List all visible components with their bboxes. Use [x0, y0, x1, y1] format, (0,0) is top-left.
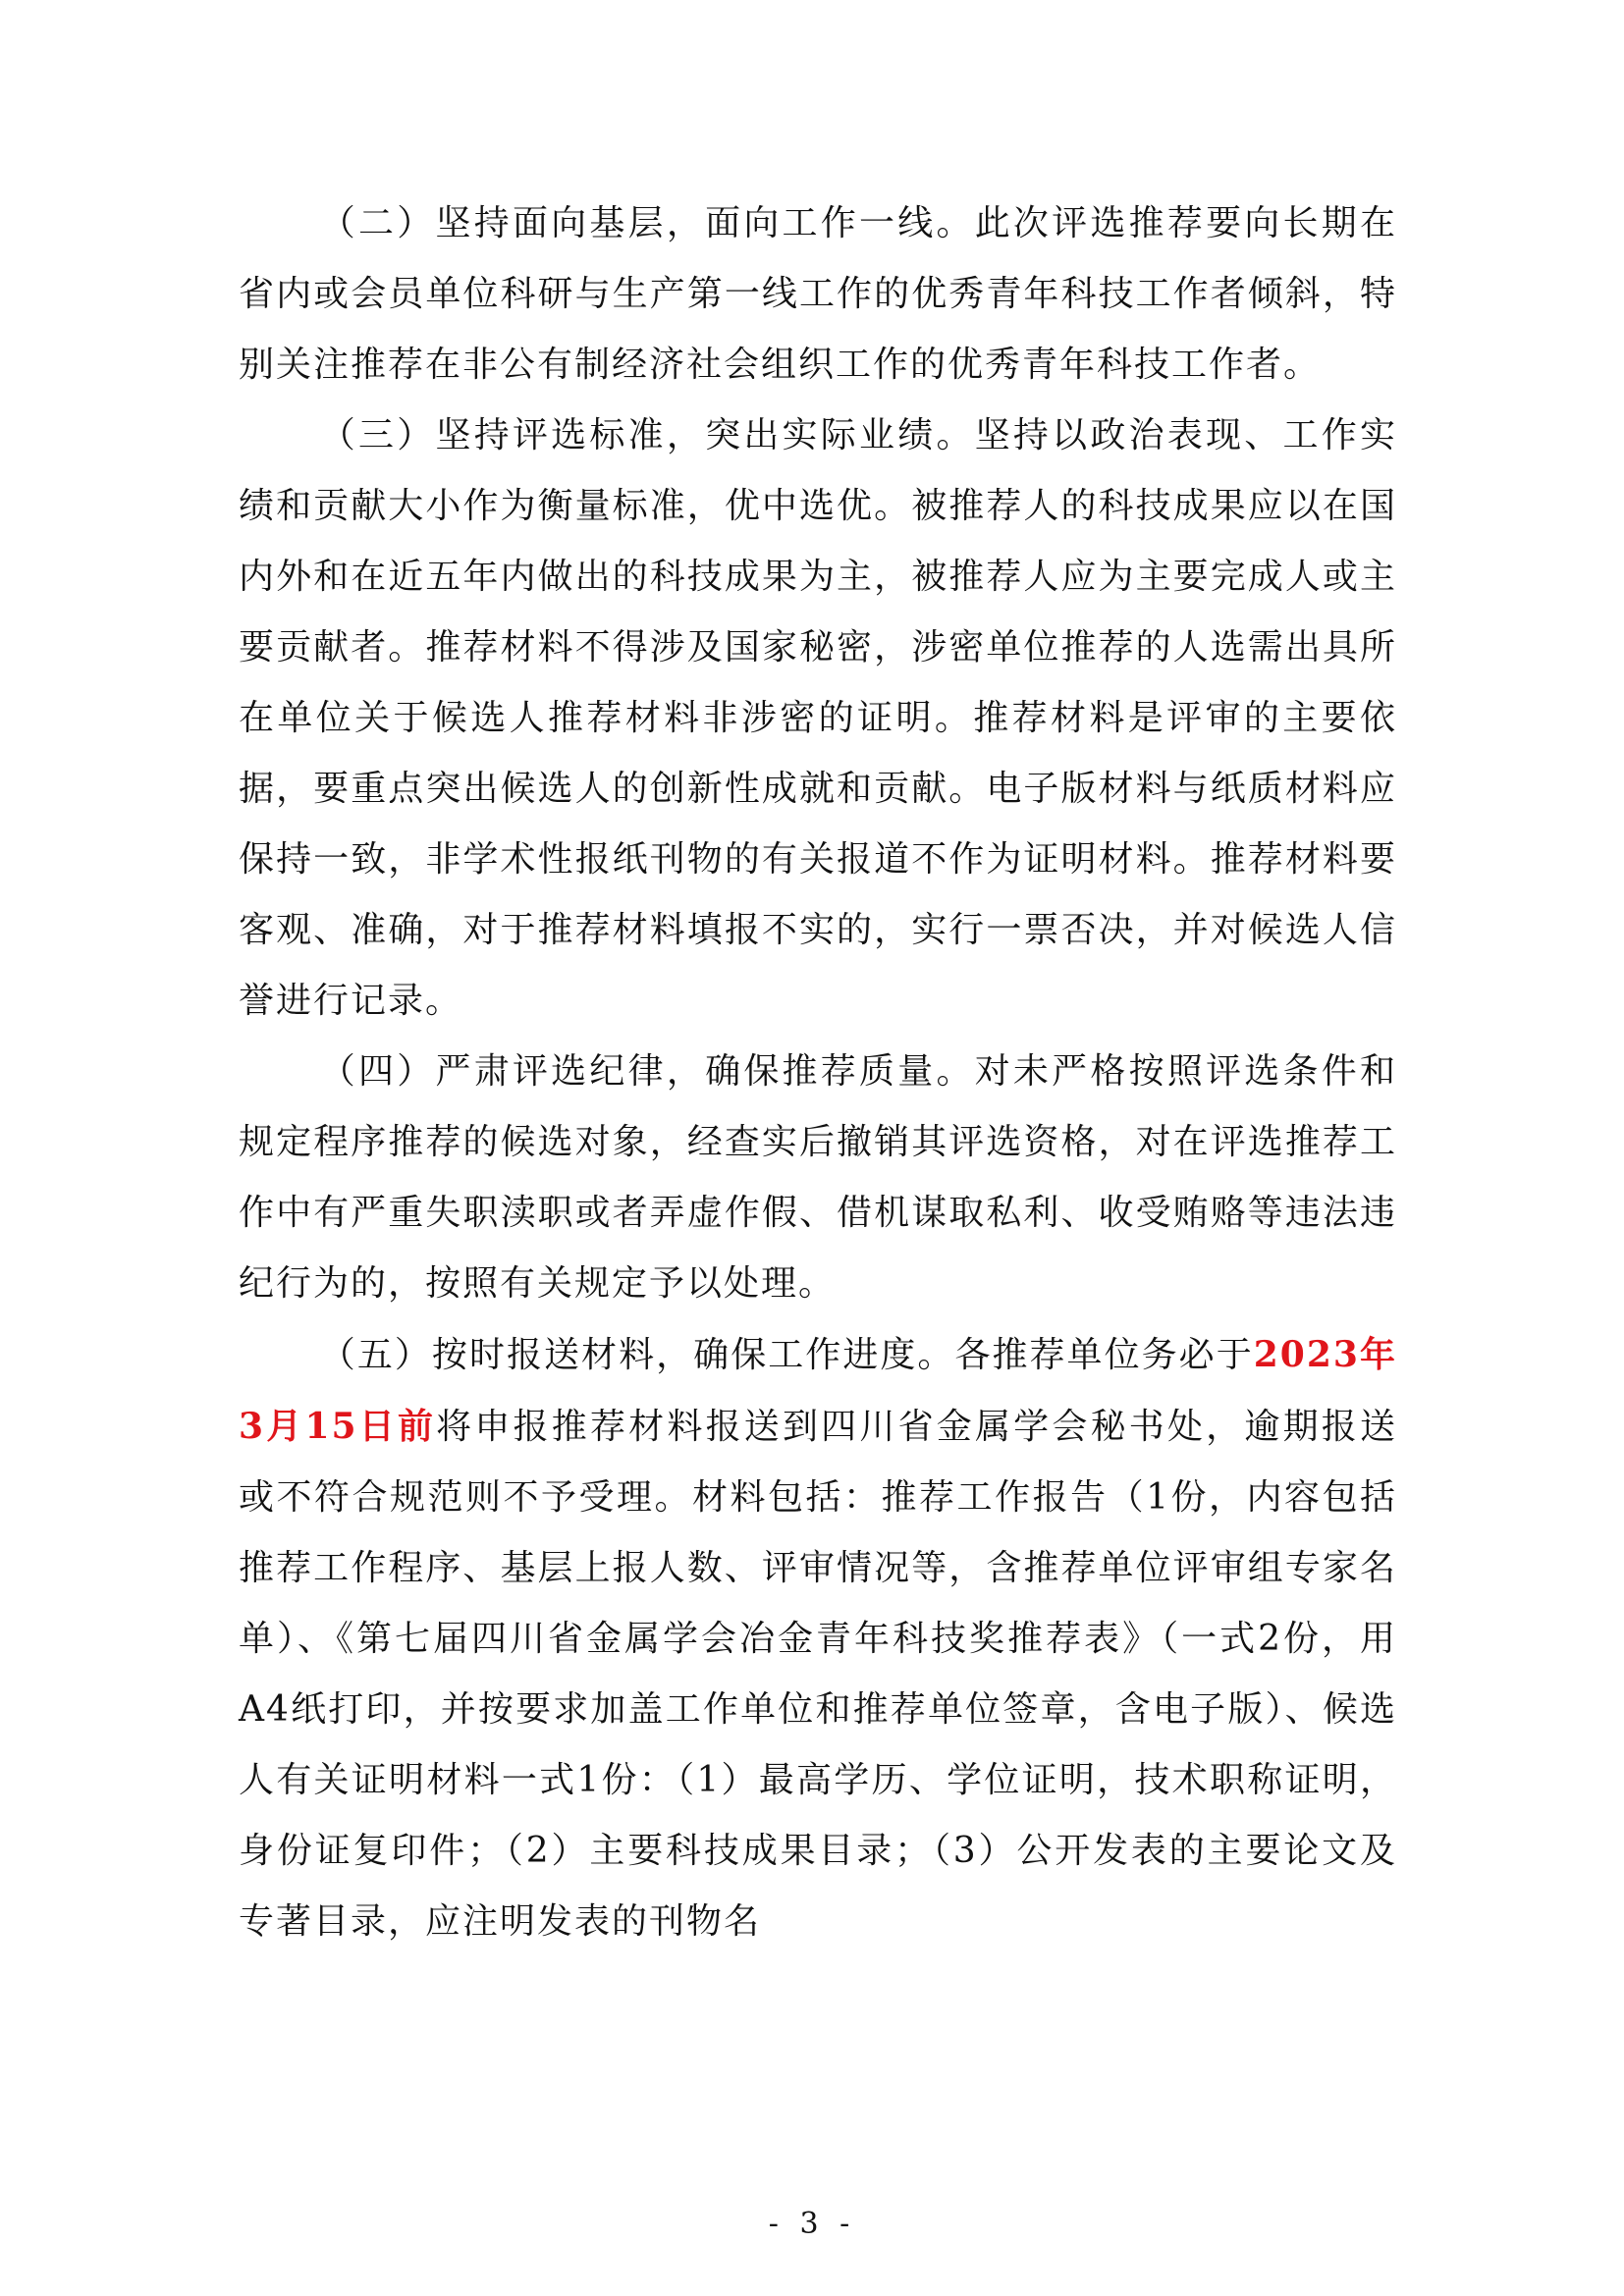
- paragraph-2: （二）坚持面向基层，面向工作一线。此次评选推荐要向长期在省内或会员单位科研与生产第一线工作的优秀青年科技工作者倾斜，特别关注推荐在非公有制经济社会组织工作的优秀青年科技工作者。: [239, 203, 1397, 385]
- document-body: [239, 188, 1397, 1957]
- paragraph-5-lead: （五）按时报送材料，确保工作进度。各推荐单位务必于: [319, 1335, 1254, 1375]
- paragraph-3: （三）坚持评选标准，突出实际业绩。坚持以政治表现、工作实绩和贡献大小作为衡量标准，优中选优。被推荐人的科技成果应以在国内外和在近五年内做出的科技成果为主，被推荐人应为主要完成人或主要贡献者。推荐材料不得涉及国家秘密，涉密单位推荐的人选需出具所在单位关于候选人推荐材料非涉密的证明。推荐材料是评审的主要依据，要重点突出候选人的创新性成就和贡献。电子版材料与纸质材料应保持一致，非学术性报纸刊物的有关报道不作为证明材料。推荐材料要客观、准确，对于推荐材料填报不实的，实行一票否决，并对候选人信誉进行记录。: [239, 415, 1397, 1021]
- paragraph-4: （四）严肃评选纪律，确保推荐质量。对未严格按照评选条件和规定程序推荐的候选对象，经查实后撤销其评选资格，对在评选推荐工作中有严重失职渎职或者弄虚作假、借机谋取私利、收受贿赂等违法违纪行为的，按照有关规定予以处理。: [239, 1051, 1397, 1304]
- page-number: - 3 -: [768, 2207, 856, 2241]
- paragraph-5: [239, 1319, 1397, 1957]
- deadline-highlight: 2023年3月15日前: [239, 1334, 1397, 1447]
- paragraph-5-rest: 将申报推荐材料报送到四川省金属学会秘书处，逾期报送或不符合规范则不予受理。材料包括：推荐工作报告（1份，内容包括推荐工作程序、基层上报人数、评审情况等，含推荐单位评审组专家名单）、《第七届四川省金属学会冶金青年科技奖推荐表》（一式2份，用A4纸打印，并按要求加盖工作单位和推荐单位签章，含电子版）、候选人有关证明材料一式1份：（1）最高学历、学位证明，技术职称证明，身份证复印件；（2）主要科技成果目录；（3）公开发表的主要论文及专著目录，应注明发表的刊物名: [239, 1407, 1397, 1942]
